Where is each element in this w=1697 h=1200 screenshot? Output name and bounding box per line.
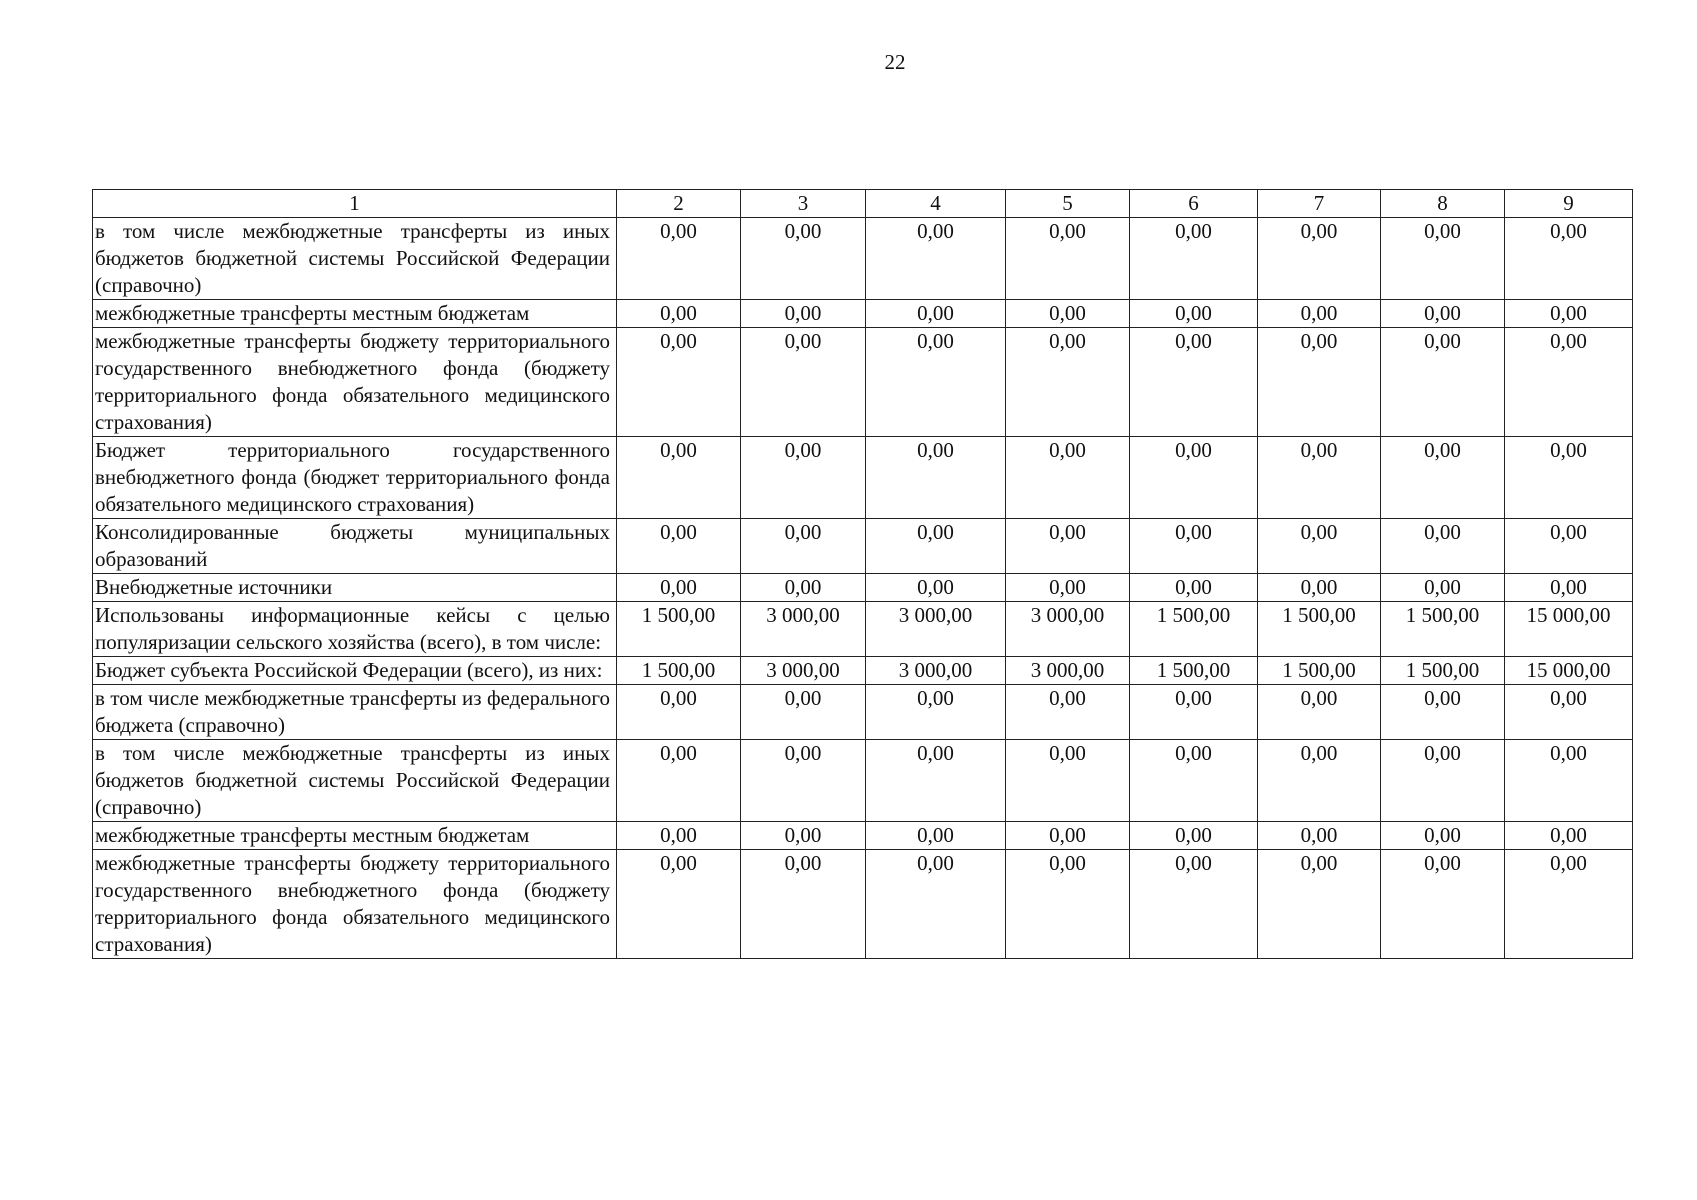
table-cell-value: 0,00 <box>1381 218 1505 300</box>
table-cell-value: 0,00 <box>1130 822 1258 850</box>
table-cell-value: 0,00 <box>741 519 866 574</box>
row-label: Бюджет субъекта Российской Федерации (всего), из них: <box>93 657 617 685</box>
table-cell-value: 0,00 <box>1006 850 1130 959</box>
header-row <box>93 190 1633 218</box>
column-header: 6 <box>1130 190 1258 218</box>
row-label: Внебюджетные источники <box>93 574 617 602</box>
table-cell-value: 0,00 <box>1006 519 1130 574</box>
table-cell-value: 0,00 <box>1258 437 1381 519</box>
table-cell-value: 3 000,00 <box>866 657 1006 685</box>
column-header: 8 <box>1381 190 1505 218</box>
table-cell-value: 0,00 <box>1381 300 1505 328</box>
table-cell-value: 0,00 <box>1130 218 1258 300</box>
table-cell-value: 0,00 <box>1258 574 1381 602</box>
table-row <box>93 574 1633 602</box>
table-cell-value: 1 500,00 <box>1130 657 1258 685</box>
table-cell-value: 0,00 <box>1258 740 1381 822</box>
table-cell-value: 0,00 <box>1505 685 1633 740</box>
table-cell-value: 0,00 <box>1381 850 1505 959</box>
table-cell-value: 0,00 <box>1381 328 1505 437</box>
column-header: 1 <box>93 190 617 218</box>
table-cell-value: 0,00 <box>866 850 1006 959</box>
table-cell-value: 0,00 <box>1505 740 1633 822</box>
table-cell-value: 0,00 <box>1505 218 1633 300</box>
table-cell-value: 0,00 <box>1130 685 1258 740</box>
table-cell-value: 0,00 <box>866 218 1006 300</box>
table-cell-value: 0,00 <box>1258 850 1381 959</box>
table-cell-value: 0,00 <box>1130 300 1258 328</box>
table-cell-value: 0,00 <box>617 850 741 959</box>
table-cell-value: 3 000,00 <box>741 657 866 685</box>
budget-table <box>92 189 1633 959</box>
table-cell-value: 0,00 <box>617 740 741 822</box>
table-row <box>93 328 1633 437</box>
table-cell-value: 0,00 <box>1130 850 1258 959</box>
row-label: межбюджетные трансферты местным бюджетам <box>93 822 617 850</box>
table-row <box>93 602 1633 657</box>
table-cell-value: 1 500,00 <box>1381 657 1505 685</box>
table-cell-value: 0,00 <box>1006 685 1130 740</box>
row-label: Консолидированные бюджеты муниципальных образований <box>93 519 617 574</box>
table-cell-value: 0,00 <box>617 822 741 850</box>
table-cell-value: 0,00 <box>1258 685 1381 740</box>
table-cell-value: 0,00 <box>617 437 741 519</box>
table-cell-value: 0,00 <box>866 822 1006 850</box>
table-cell-value: 0,00 <box>1130 519 1258 574</box>
table-cell-value: 0,00 <box>1006 218 1130 300</box>
table-cell-value: 0,00 <box>1505 328 1633 437</box>
row-label: межбюджетные трансферты бюджету территориального государственного внебюджетного фонда (бюджету территориального фонда обязательного медицинского страхования) <box>93 850 617 959</box>
column-header: 5 <box>1006 190 1130 218</box>
page-number: 22 <box>884 50 906 74</box>
table-cell-value: 15 000,00 <box>1505 657 1633 685</box>
table-cell-value: 0,00 <box>1006 822 1130 850</box>
table-cell-value: 0,00 <box>1381 822 1505 850</box>
table-cell-value: 0,00 <box>1505 437 1633 519</box>
row-label: Использованы информационные кейсы с целью популяризации сельского хозяйства (всего), в том числе: <box>93 602 617 657</box>
table-cell-value: 0,00 <box>1258 218 1381 300</box>
table-cell-value: 1 500,00 <box>1258 657 1381 685</box>
table-cell-value: 0,00 <box>741 300 866 328</box>
table-row <box>93 822 1633 850</box>
table-cell-value: 0,00 <box>1006 328 1130 437</box>
column-header: 7 <box>1258 190 1381 218</box>
table-cell-value: 0,00 <box>1381 574 1505 602</box>
table-cell-value: 1 500,00 <box>1130 602 1258 657</box>
table-cell-value: 0,00 <box>1381 437 1505 519</box>
table-cell-value: 0,00 <box>617 328 741 437</box>
table-cell-value: 0,00 <box>866 740 1006 822</box>
table-cell-value: 0,00 <box>1258 300 1381 328</box>
table-cell-value: 0,00 <box>1381 519 1505 574</box>
table-cell-value: 0,00 <box>1130 437 1258 519</box>
row-label: Бюджет территориального государственного внебюджетного фонда (бюджет территориального фонда обязательного медицинского страхования) <box>93 437 617 519</box>
table-cell-value: 0,00 <box>1130 740 1258 822</box>
table-row <box>93 657 1633 685</box>
table-cell-value: 0,00 <box>1505 519 1633 574</box>
row-label: межбюджетные трансферты местным бюджетам <box>93 300 617 328</box>
table-cell-value: 0,00 <box>866 437 1006 519</box>
table-cell-value: 1 500,00 <box>617 657 741 685</box>
table-cell-value: 0,00 <box>1006 740 1130 822</box>
table-cell-value: 1 500,00 <box>617 602 741 657</box>
column-header: 3 <box>741 190 866 218</box>
table-cell-value: 0,00 <box>1006 437 1130 519</box>
table-cell-value: 0,00 <box>1505 574 1633 602</box>
table-cell-value: 0,00 <box>741 822 866 850</box>
table-cell-value: 0,00 <box>1505 300 1633 328</box>
table-cell-value: 0,00 <box>617 519 741 574</box>
table-cell-value: 1 500,00 <box>1258 602 1381 657</box>
table-cell-value: 3 000,00 <box>1006 657 1130 685</box>
row-label: межбюджетные трансферты бюджету территориального государственного внебюджетного фонда (бюджету территориального фонда обязательного медицинского страхования) <box>93 328 617 437</box>
column-header: 4 <box>866 190 1006 218</box>
table-cell-value: 0,00 <box>741 574 866 602</box>
row-label: в том числе межбюджетные трансферты из иных бюджетов бюджетной системы Российской Федерации (справочно) <box>93 740 617 822</box>
table-cell-value: 0,00 <box>1505 850 1633 959</box>
table-row <box>93 519 1633 574</box>
table-cell-value: 0,00 <box>617 218 741 300</box>
table-row <box>93 437 1633 519</box>
table-cell-value: 0,00 <box>741 437 866 519</box>
table-cell-value: 0,00 <box>1006 300 1130 328</box>
table-cell-value: 0,00 <box>866 685 1006 740</box>
table-cell-value: 0,00 <box>866 519 1006 574</box>
table-row <box>93 740 1633 822</box>
row-label: в том числе межбюджетные трансферты из иных бюджетов бюджетной системы Российской Федерации (справочно) <box>93 218 617 300</box>
table-cell-value: 0,00 <box>741 685 866 740</box>
table-cell-value: 0,00 <box>741 850 866 959</box>
table-row <box>93 850 1633 959</box>
table-cell-value: 0,00 <box>741 740 866 822</box>
table-row <box>93 685 1633 740</box>
table-cell-value: 0,00 <box>1381 685 1505 740</box>
table-cell-value: 15 000,00 <box>1505 602 1633 657</box>
table-cell-value: 0,00 <box>866 574 1006 602</box>
table-cell-value: 0,00 <box>741 328 866 437</box>
table-cell-value: 0,00 <box>617 685 741 740</box>
table-cell-value: 0,00 <box>617 300 741 328</box>
table-cell-value: 0,00 <box>1130 574 1258 602</box>
table-cell-value: 0,00 <box>617 574 741 602</box>
table-cell-value: 0,00 <box>1381 740 1505 822</box>
table-cell-value: 0,00 <box>741 218 866 300</box>
table-cell-value: 3 000,00 <box>741 602 866 657</box>
table-cell-value: 3 000,00 <box>1006 602 1130 657</box>
table-cell-value: 1 500,00 <box>1381 602 1505 657</box>
table-cell-value: 3 000,00 <box>866 602 1006 657</box>
table-row <box>93 218 1633 300</box>
table-cell-value: 0,00 <box>1006 574 1130 602</box>
column-header: 2 <box>617 190 741 218</box>
table-cell-value: 0,00 <box>1505 822 1633 850</box>
row-label: в том числе межбюджетные трансферты из федерального бюджета (справочно) <box>93 685 617 740</box>
table-cell-value: 0,00 <box>1258 822 1381 850</box>
table-cell-value: 0,00 <box>1130 328 1258 437</box>
column-header: 9 <box>1505 190 1633 218</box>
table-cell-value: 0,00 <box>1258 328 1381 437</box>
table-row <box>93 300 1633 328</box>
table-cell-value: 0,00 <box>866 300 1006 328</box>
table-cell-value: 0,00 <box>866 328 1006 437</box>
table-cell-value: 0,00 <box>1258 519 1381 574</box>
